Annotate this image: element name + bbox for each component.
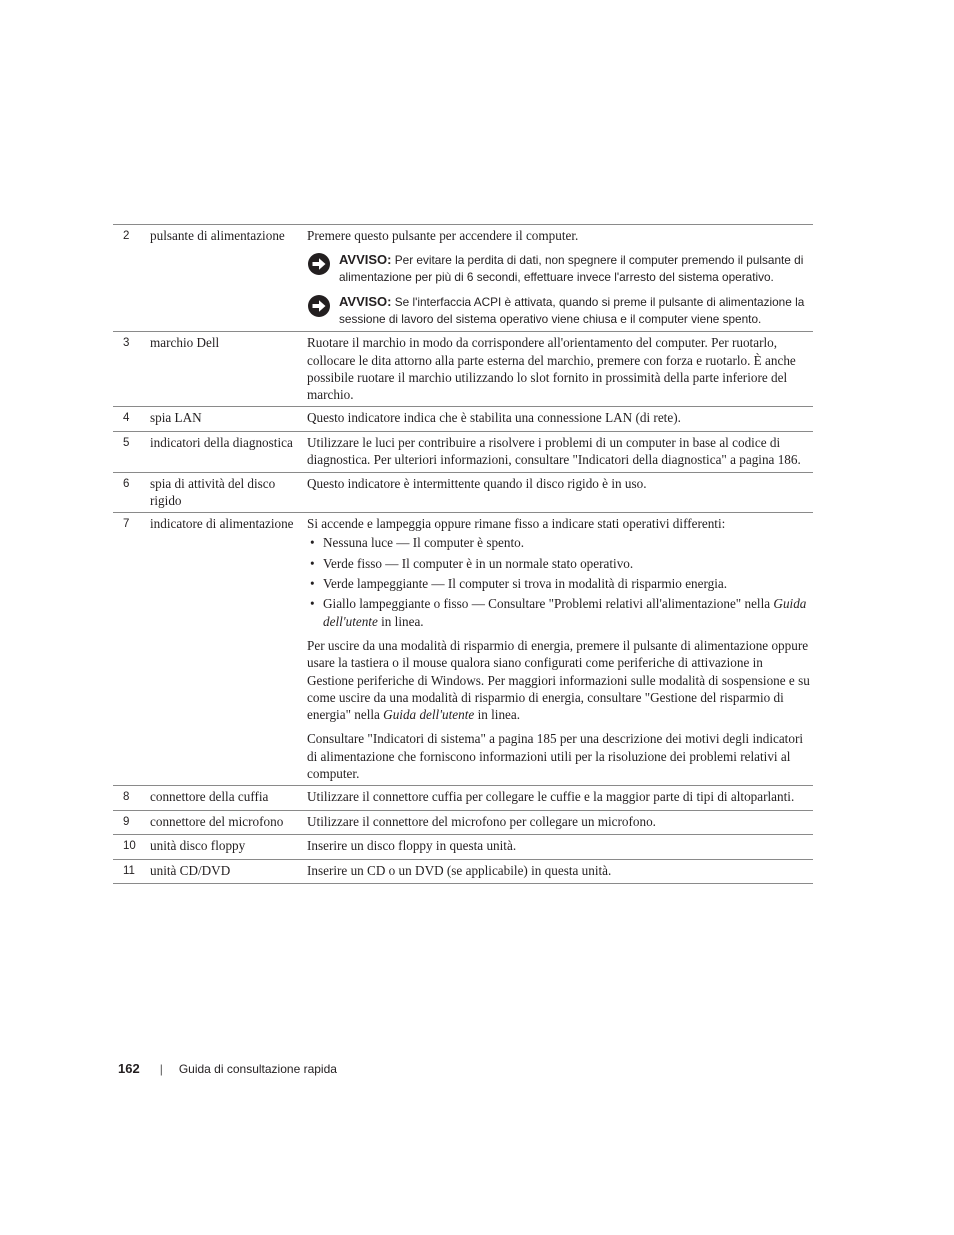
row-number: 10	[123, 840, 136, 853]
component-description	[307, 334, 813, 403]
notice-label: AVVISO:	[339, 294, 392, 310]
bullet-icon: •	[310, 555, 315, 571]
document-title: Guida di consultazione rapida	[178, 1061, 337, 1076]
page-footer	[118, 1061, 337, 1076]
power-states-list	[307, 534, 813, 629]
table-row	[113, 432, 813, 473]
description-text: Premere questo pulsante per accendere il computer.	[307, 228, 579, 243]
table-row	[113, 835, 813, 860]
component-name: connettore del microfono	[150, 813, 284, 829]
component-description	[307, 409, 813, 428]
component-description	[307, 227, 813, 328]
notice-text	[339, 251, 813, 286]
description-paragraph: Consultare "Indicatori di sistema" a pagina 185 per una descrizione dei motivi degli indicatori di alimentazione che forniscono informazioni utili per la risoluzione dei problemi relativi al computer.	[307, 731, 803, 782]
component-name: indicatori della diagnostica	[150, 434, 293, 450]
component-name: spia di attività del disco rigido	[150, 475, 276, 508]
notice-arrow-icon	[307, 293, 339, 328]
component-name: connettore della cuffia	[150, 789, 269, 805]
component-description	[307, 515, 813, 782]
description-text: Si accende e lampeggia oppure rimane fisso a indicare stati operativi differenti:	[307, 516, 726, 532]
row-number: 11	[123, 864, 135, 877]
table-row	[113, 860, 813, 885]
bullet-icon: •	[310, 576, 315, 592]
row-number: 9	[123, 815, 130, 828]
component-description	[307, 475, 813, 510]
notice-arrow-icon	[307, 251, 339, 286]
component-name: spia LAN	[150, 410, 202, 426]
component-name: unità disco floppy	[150, 838, 246, 854]
table-row	[113, 407, 813, 432]
bullet-icon: •	[310, 596, 315, 612]
description-paragraph: Per uscire da una modalità di risparmio di energia, premere il pulsante di alimentazione oppure usare la tastiera o il mouse qualora siano configurati come periferiche di attivazione in Gestione periferiche di Windows. Per maggiori informazioni sulle modalità di sospensione e su come uscire da una modalità di risparmio di energia, consultare "Gestione del risparmio di energia" nella Guida dell'utente in linea.	[307, 637, 810, 723]
component-name: pulsante di alimentazione	[150, 228, 285, 243]
notice-body: Se l'interfaccia ACPI è attivata, quando si preme il pulsante di alimentazione la sessione di lavoro del sistema operativo viene chiusa e il computer viene spento.	[339, 295, 805, 327]
row-number: 6	[123, 477, 130, 490]
row-number: 3	[123, 337, 130, 350]
notice-box	[307, 293, 813, 328]
table-row	[113, 332, 813, 407]
table-row	[113, 473, 813, 514]
description-text: Ruotare il marchio in modo da corrispondere all'orientamento del computer. Per ruotarlo, collocare le dita attorno alla parte esterna del marchio, premere con forza e ruotarlo. È anche possibile ruotare il marchio utilizzando lo slot fornito in prossimità della parte inferiore del marchio.	[307, 335, 796, 403]
list-item: • Verde fisso — Il computer è in un normale stato operativo.	[307, 555, 813, 572]
page-number: 162	[118, 1061, 140, 1076]
notice-body: Per evitare la perdita di dati, non spegnere il computer premendo il pulsante di alimentazione per più di 6 secondi, effettuare invece l'arresto del sistema operativo.	[339, 253, 804, 285]
guide-reference: Guida dell'utente	[323, 596, 807, 629]
list-item: • Verde lampeggiante — Il computer si trova in modalità di risparmio energia.	[307, 575, 813, 592]
component-name: marchio Dell	[150, 335, 220, 351]
components-table	[113, 224, 813, 884]
component-name: unità CD/DVD	[150, 862, 231, 878]
row-number: 7	[123, 518, 130, 531]
footer-separator: |	[159, 1061, 163, 1076]
description-text: Questo indicatore è intermittente quando il disco rigido è in uso.	[307, 475, 647, 491]
description-text: Utilizzare il connettore cuffia per collegare le cuffie e la maggior parte di tipi di altoparlanti.	[307, 789, 795, 805]
component-description	[307, 813, 813, 832]
table-row	[113, 811, 813, 836]
table-row	[113, 786, 813, 811]
description-text: Inserire un CD o un DVD (se applicabile) in questa unità.	[307, 862, 612, 878]
table-row	[113, 513, 813, 786]
list-item: • Giallo lampeggiante o fisso — Consultare "Problemi relativi all'alimentazione" nella Guida dell'utente in linea.	[307, 595, 813, 630]
row-number: 4	[123, 412, 130, 425]
notice-text	[339, 293, 813, 328]
row-number: 5	[123, 436, 130, 449]
description-text: Inserire un disco floppy in questa unità.	[307, 838, 517, 854]
component-description	[307, 788, 813, 807]
description-text: Questo indicatore indica che è stabilita una connessione LAN (di rete).	[307, 410, 681, 426]
component-description	[307, 862, 813, 881]
notice-label: AVVISO:	[339, 252, 392, 268]
notice-box	[307, 251, 813, 286]
guide-reference: Guida dell'utente	[383, 707, 475, 723]
row-number: 2	[123, 230, 130, 242]
table-row	[113, 225, 813, 332]
component-description	[307, 837, 813, 856]
component-name: indicatore di alimentazione	[150, 516, 294, 532]
component-description	[307, 434, 813, 469]
description-text: Utilizzare il connettore del microfono per collegare un microfono.	[307, 813, 656, 829]
list-item: • Nessuna luce — Il computer è spento.	[307, 534, 813, 551]
row-number: 8	[123, 791, 130, 804]
bullet-icon: •	[310, 535, 315, 551]
description-text: Utilizzare le luci per contribuire a risolvere i problemi di un computer in base al codice di diagnostica. Per ulteriori informazioni, consultare "Indicatori della diagnostica" a pagina 186.	[307, 434, 801, 468]
